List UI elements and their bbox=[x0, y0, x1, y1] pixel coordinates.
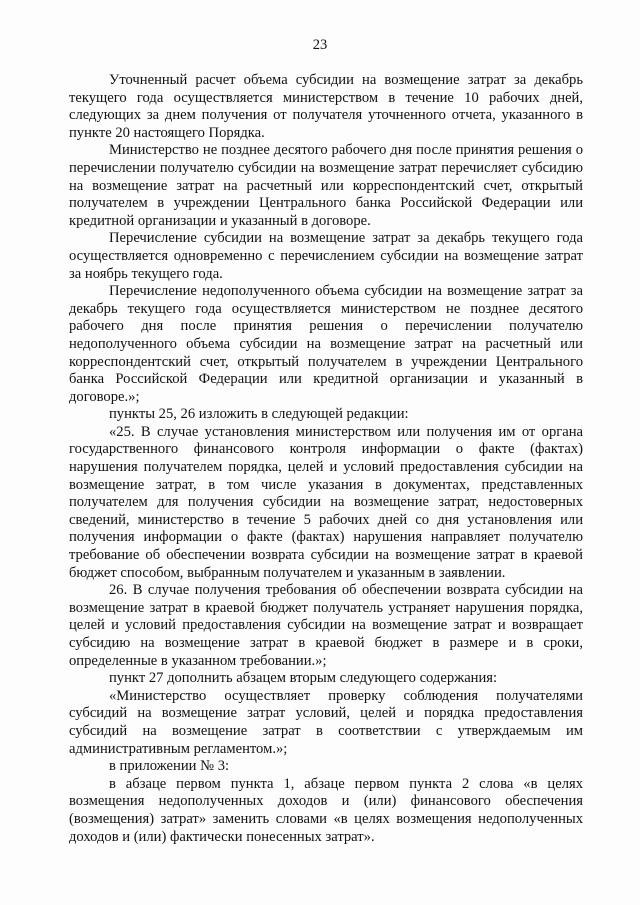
paragraph-5: пункты 25, 26 изложить в следующей редакции: bbox=[109, 406, 409, 423]
document-body bbox=[69, 72, 583, 846]
paragraph-9: «Министерство осуществляет проверку соблюдения получателями субсидий на возмещение затрат условий, целей и порядка предоставления субсидий на возмещение затрат в соответствии с утверждаемым им административным регламентом.»; bbox=[69, 687, 583, 757]
paragraph-1: Уточненный расчет объема субсидии на возмещение затрат за декабрь текущего года осуществляется министерством в течение 10 рабочих дней, следующих за днем получения от получателя уточненного отчета, указанного в пункте 20 настоящего Порядка. bbox=[69, 72, 583, 141]
paragraph-3: Перечисление субсидии на возмещение затрат за декабрь текущего года осуществляется одновременно с перечислением субсидии на возмещение затрат за ноябрь текущего года. bbox=[69, 230, 583, 282]
paragraph-6: «25. В случае установления министерством или получения им от органа государственного финансового контроля информации о факте (фактах) нарушения получателем порядка, целей и условий предоставления субсидии на возмещение затрат, в том числе указания в документах, представленных получателем для получения субсидии на возмещение затрат, недостоверных сведений, министерство в течение 5 рабочих дней со дня установления или получения информации о факте (фактах) нарушения направляет получателю требование об обеспечении возврата субсидии на возмещение затрат в краевой бюджет способом, выбранным получателем и указанным в заявлении. bbox=[69, 423, 583, 581]
paragraph-7: 26. В случае получения требования об обеспечении возврата субсидии на возмещение затрат в краевой бюджет получатель устраняет нарушения порядка, целей и условий предоставления субсидии на возмещение затрат и возвращает субсидию на возмещение затрат в краевой бюджет в размере и в сроки, определенные в указанном требовании.»; bbox=[69, 582, 583, 669]
paragraph-11: в абзаце первом пункта 1, абзаце первом пункта 2 слова «в целях возмещения недополученных доходов и (или) финансового обеспечения (возмещения) затрат» заменить словами «в целях возмещения недополученных доходов и (или) фактически понесенных затрат». bbox=[69, 775, 583, 845]
paragraph-2: Министерство не позднее десятого рабочего дня после принятия решения о перечислении получателю субсидии на возмещение затрат перечисляет субсидию на возмещение затрат на расчетный или корреспондентский счет, открытый получателем в учреждении Центрального банка Российской Федерации или кредитной организации и указанный в договоре. bbox=[69, 142, 583, 229]
paragraph-10: в приложении № 3: bbox=[109, 758, 230, 775]
page-number: 23 bbox=[312, 37, 328, 53]
paragraph-8: пункт 27 дополнить абзацем вторым следующего содержания: bbox=[109, 670, 498, 687]
paragraph-4: Перечисление недополученного объема субсидии на возмещение затрат за декабрь текущего года осуществляется министерством не позднее десятого рабочего дня после принятия решения о перечислении получателю недополученного объема субсидии на возмещение затрат на расчетный или корреспондентский счет, открытый получателем в учреждении Центрального банка Российской Федерации или кредитной организации и указанный в договоре.»; bbox=[69, 283, 583, 405]
